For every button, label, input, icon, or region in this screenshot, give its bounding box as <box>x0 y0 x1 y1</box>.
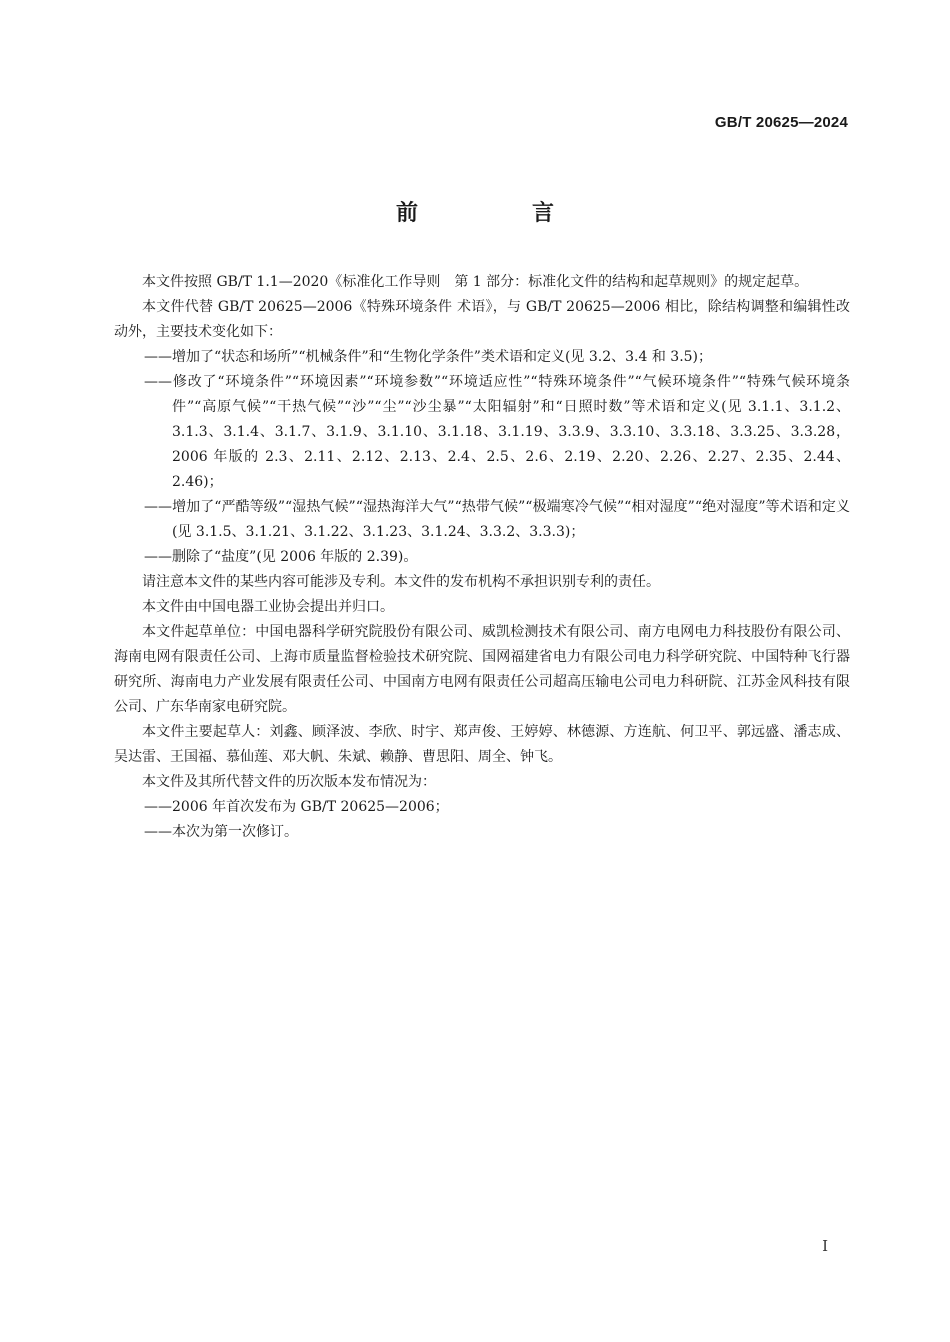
standard-number: GB/T 20625—2024 <box>714 114 848 131</box>
document-body <box>114 270 850 845</box>
paragraph-history: 本文件及其所代替文件的历次版本发布情况为： <box>142 774 436 790</box>
page-title: 前 言 <box>395 201 600 226</box>
page-number: I <box>822 1237 828 1255</box>
change-item: ——修改了“环境条件”“环境因素”“环境参数”“环境适应性”“特殊环境条件”“气候环境条件”“特殊气候环境条件”“高原气候”“干热气候”“沙”“尘”“沙尘暴”“太阳辐射”和“日照时数”等术语和定义(见 3.1.1、3.1.2、3.1.3、3.1.4、3.1.7、3.1.9、3.1.10、3.1.18、3.1.19、3.3.9、3.3.10、3.3.18、3.3.25、3.3.28，2006 年版的 2.3、2.11、2.12、2.13、2.4、2.5、2.6、2.19、2.20、2.26、2.27、2.35、2.44、2.46)； <box>144 374 850 490</box>
paragraph-drafting-rules: 本文件按照 GB/T 1.1—2020《标准化工作导则 第 1 部分：标准化文件的结构和起草规则》的规定起草。 <box>142 274 809 290</box>
paragraph-proposer: 本文件由中国电器工业协会提出并归口。 <box>142 599 394 615</box>
history-item: ——2006 年首次发布为 GB/T 20625—2006； <box>144 799 449 815</box>
change-item: ——增加了“严酷等级”“湿热气候”“湿热海洋大气”“热带气候”“极端寒冷气候”“相对湿度”“绝对湿度”等术语和定义(见 3.1.5、3.1.21、3.1.22、3.1.23、3.1.24、3.3.2、3.3.3)； <box>144 499 850 540</box>
paragraph-drafters: 本文件主要起草人：刘鑫、顾泽波、李欣、时宇、郑声俊、王婷婷、林德源、方连航、何卫平、郭远盛、潘志成、吴达雷、王国福、慕仙莲、邓大帆、朱斌、赖静、曹思阳、周全、钟飞。 <box>114 724 850 765</box>
change-item: ——删除了“盐度”(见 2006 年版的 2.39)。 <box>144 549 418 565</box>
change-item: ——增加了“状态和场所”“机械条件”和“生物化学条件”类术语和定义(见 3.2、3.4 和 3.5)； <box>144 349 713 365</box>
history-item: ——本次为第一次修订。 <box>144 824 298 840</box>
paragraph-drafting-units: 本文件起草单位：中国电器科学研究院股份有限公司、威凯检测技术有限公司、南方电网电力科技股份有限公司、海南电网有限责任公司、上海市质量监督检验技术研究院、国网福建省电力有限公司电力科学研究院、中国特种飞行器研究所、海南电力产业发展有限责任公司、中国南方电网有限责任公司超高压输电公司电力科研院、江苏金风科技有限公司、广东华南家电研究院。 <box>114 624 850 715</box>
paragraph-patent-notice: 请注意本文件的某些内容可能涉及专利。本文件的发布机构不承担识别专利的责任。 <box>142 574 660 590</box>
paragraph-replacement: 本文件代替 GB/T 20625—2006《特殊环境条件 术语》，与 GB/T 20625—2006 相比，除结构调整和编辑性改动外，主要技术变化如下： <box>114 299 850 340</box>
